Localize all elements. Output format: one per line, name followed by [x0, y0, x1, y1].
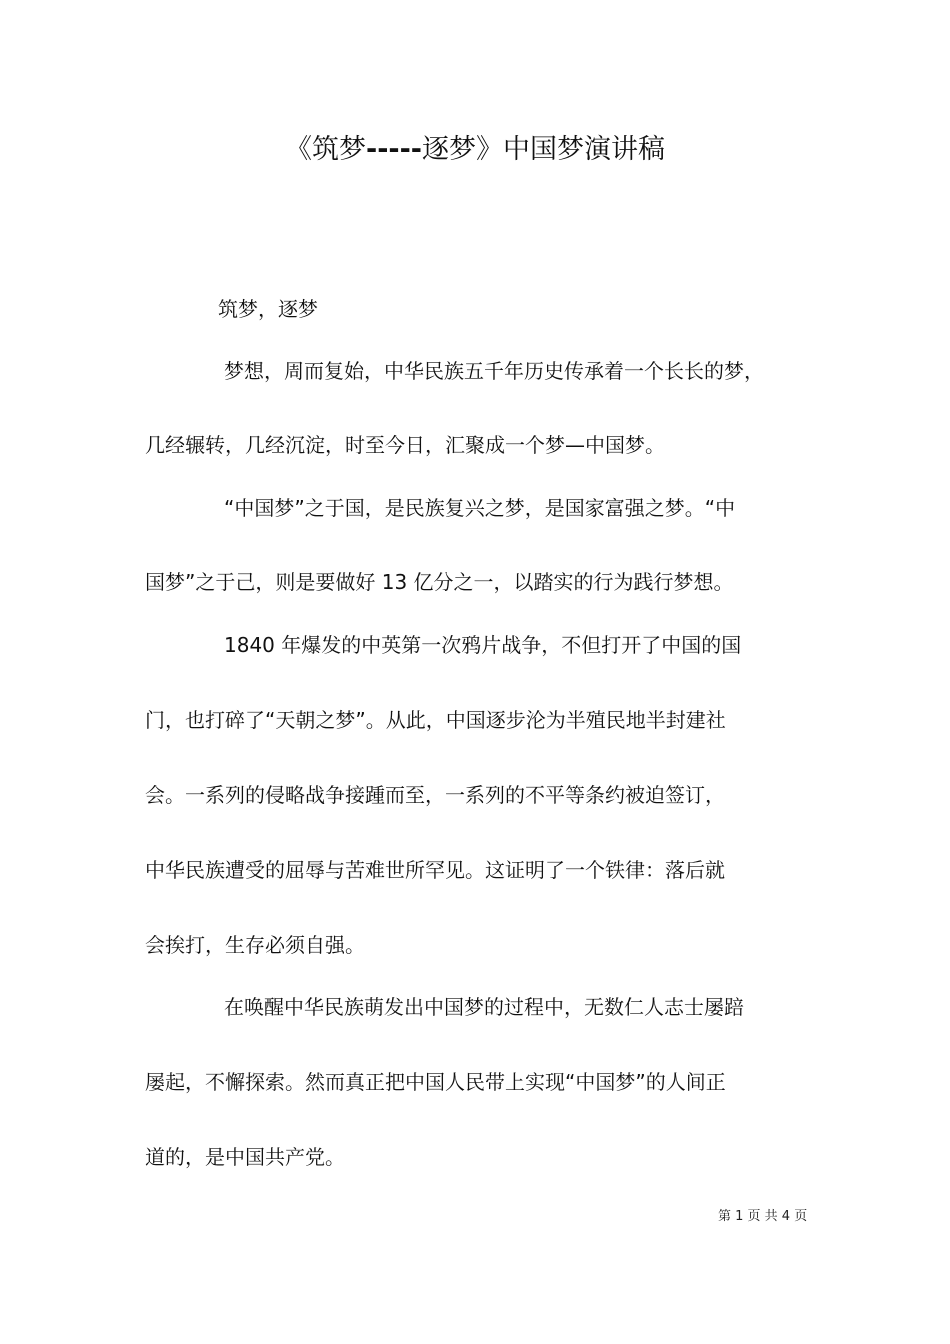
paragraph-line: 在唤醒中华民族萌发出中国梦的过程中，无数仁人志士屡踣: [224, 995, 744, 1019]
title-prefix: 《筑梦: [284, 134, 366, 165]
paragraph-line: 梦想，周而复始，中华民族五千年历史传承着一个长长的梦，: [224, 359, 764, 383]
paragraph-line: 国梦”之于己，则是要做好 13 亿分之一，以踏实的行为践行梦想。: [145, 570, 734, 594]
paragraph-line: 会挨打，生存必须自强。: [145, 933, 365, 957]
title-suffix: 逐梦》中国梦演讲稿: [422, 134, 666, 165]
paragraph-line: 屡起，不懈探索。然而真正把中国人民带上实现“中国梦”的人间正: [145, 1070, 726, 1094]
paragraph-line: 1840 年爆发的中英第一次鸦片战争，不但打开了中国的国: [224, 633, 742, 657]
paragraph-line: 中华民族遭受的屈辱与苦难世所罕见。这证明了一个铁律：落后就: [145, 858, 725, 882]
paragraph-line: 门，也打碎了“天朝之梦”。从此，中国逐步沦为半殖民地半封建社: [145, 708, 726, 732]
paragraph-line: 几经辗转，几经沉淀，时至今日，汇聚成一个梦—中国梦。: [145, 433, 665, 457]
document-title: [0, 128, 950, 172]
paragraph-line: 道的，是中国共产党。: [145, 1145, 345, 1169]
paragraph-line: 会。一系列的侵略战争接踵而至，一系列的不平等条约被迫签订，: [145, 783, 725, 807]
paragraph-line: “中国梦”之于国，是民族复兴之梦，是国家富强之梦。“中: [224, 496, 736, 520]
page-number-footer: 第 1 页 共 4 页: [718, 1209, 808, 1224]
subtitle: 筑梦，逐梦: [218, 297, 318, 321]
title-dashes: -----: [365, 134, 423, 165]
